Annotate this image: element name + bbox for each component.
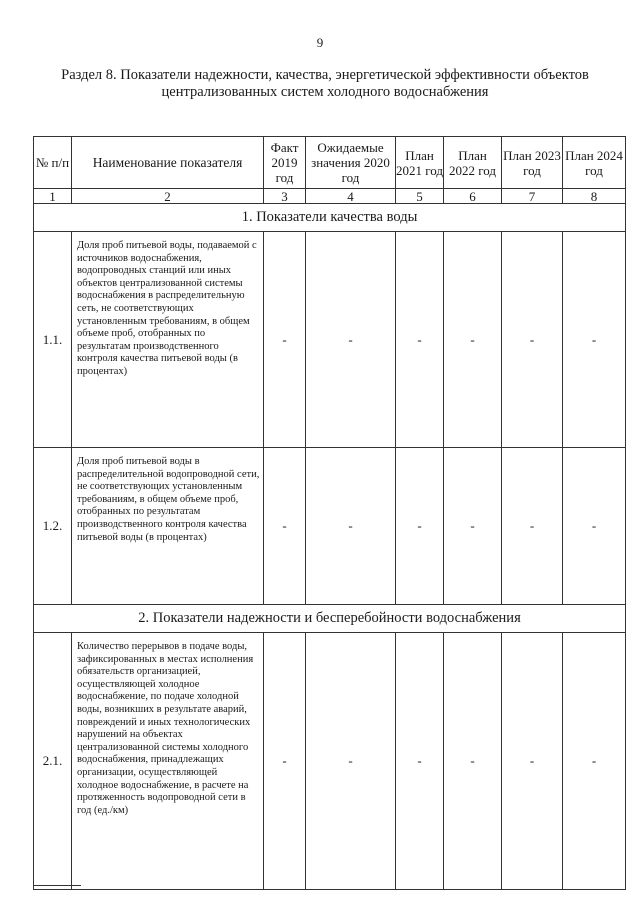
value-plan-2024: -	[563, 232, 626, 448]
header-name: Наименование показателя	[72, 137, 264, 189]
column-number: 1	[34, 189, 72, 204]
value-plan-2022: -	[444, 232, 502, 448]
table-row	[34, 232, 626, 448]
column-number: 7	[502, 189, 563, 204]
footnote-divider	[33, 885, 81, 886]
group-heading-reliability: 2. Показатели надежности и бесперебойности водоснабжения	[34, 605, 626, 633]
header-plan-2022: План 2022 год	[444, 137, 502, 189]
value-plan-2023: -	[502, 448, 563, 605]
column-number: 8	[563, 189, 626, 204]
column-number: 4	[306, 189, 396, 204]
header-plan-2023: План 2023 год	[502, 137, 563, 189]
header-fact-2019: Факт 2019 год	[264, 137, 306, 189]
value-plan-2021: -	[396, 448, 444, 605]
value-plan-2021: -	[396, 232, 444, 448]
row-index: 1.2.	[34, 448, 72, 605]
value-plan-2022: -	[444, 633, 502, 890]
header-plan-2024: План 2024 год	[563, 137, 626, 189]
header-expected-2020: Ожидаемые значения 2020 год	[306, 137, 396, 189]
value-plan-2022: -	[444, 448, 502, 605]
indicator-name: Доля проб питьевой воды, подаваемой с источников водоснабжения, водопроводных станций или иных объектов централизованной системы водоснабжения в распределительную сеть, не соответствующих установленным требованиям, в общем объеме проб, отобранных по результатам производственного контроля качества питьевой воды (в процентах)	[72, 232, 264, 448]
table-row	[34, 633, 626, 890]
header-row	[34, 137, 626, 189]
value-plan-2023: -	[502, 232, 563, 448]
column-number: 2	[72, 189, 264, 204]
group-heading-water-quality: 1. Показатели качества воды	[34, 204, 626, 232]
indicator-name: Количество перерывов в подаче воды, зафиксированных в местах исполнения обязательств организацией, осуществляющей холодное водоснабжение, по подаче холодной воды, возникших в результате аварий, повреждений и иных технологических нарушений на объектах централизованной системы холодного водоснабжения, принадлежащих организации, осуществляющей холодное водоснабжение, в расчете на протяженность водопроводной сети в год (ед./км)	[72, 633, 264, 890]
value-expected-2020: -	[306, 448, 396, 605]
row-index: 2.1.	[34, 633, 72, 890]
indicator-name: Доля проб питьевой воды в распределительной водопроводной сети, не соответствующих установленным требованиям, в общем объеме проб, отобранных по результатам производственного контроля качества питьевой воды (в процентах)	[72, 448, 264, 605]
value-plan-2024: -	[563, 633, 626, 890]
column-number: 5	[396, 189, 444, 204]
value-fact-2019: -	[264, 633, 306, 890]
value-plan-2023: -	[502, 633, 563, 890]
column-number-row	[34, 189, 626, 204]
value-expected-2020: -	[306, 232, 396, 448]
value-expected-2020: -	[306, 633, 396, 890]
header-plan-2021: План 2021 год	[396, 137, 444, 189]
header-num: № п/п	[34, 137, 72, 189]
group-heading-row	[34, 204, 626, 232]
page-number: 9	[316, 35, 324, 50]
value-fact-2019: -	[264, 232, 306, 448]
value-plan-2024: -	[563, 448, 626, 605]
section-title: Раздел 8. Показатели надежности, качества, энергетической эффективности объектов централизованных систем холодного водоснабжения	[61, 67, 589, 100]
column-number: 3	[264, 189, 306, 204]
indicators-table	[33, 136, 626, 890]
column-number: 6	[444, 189, 502, 204]
value-plan-2021: -	[396, 633, 444, 890]
value-fact-2019: -	[264, 448, 306, 605]
table-row	[34, 448, 626, 605]
group-heading-row	[34, 605, 626, 633]
row-index: 1.1.	[34, 232, 72, 448]
